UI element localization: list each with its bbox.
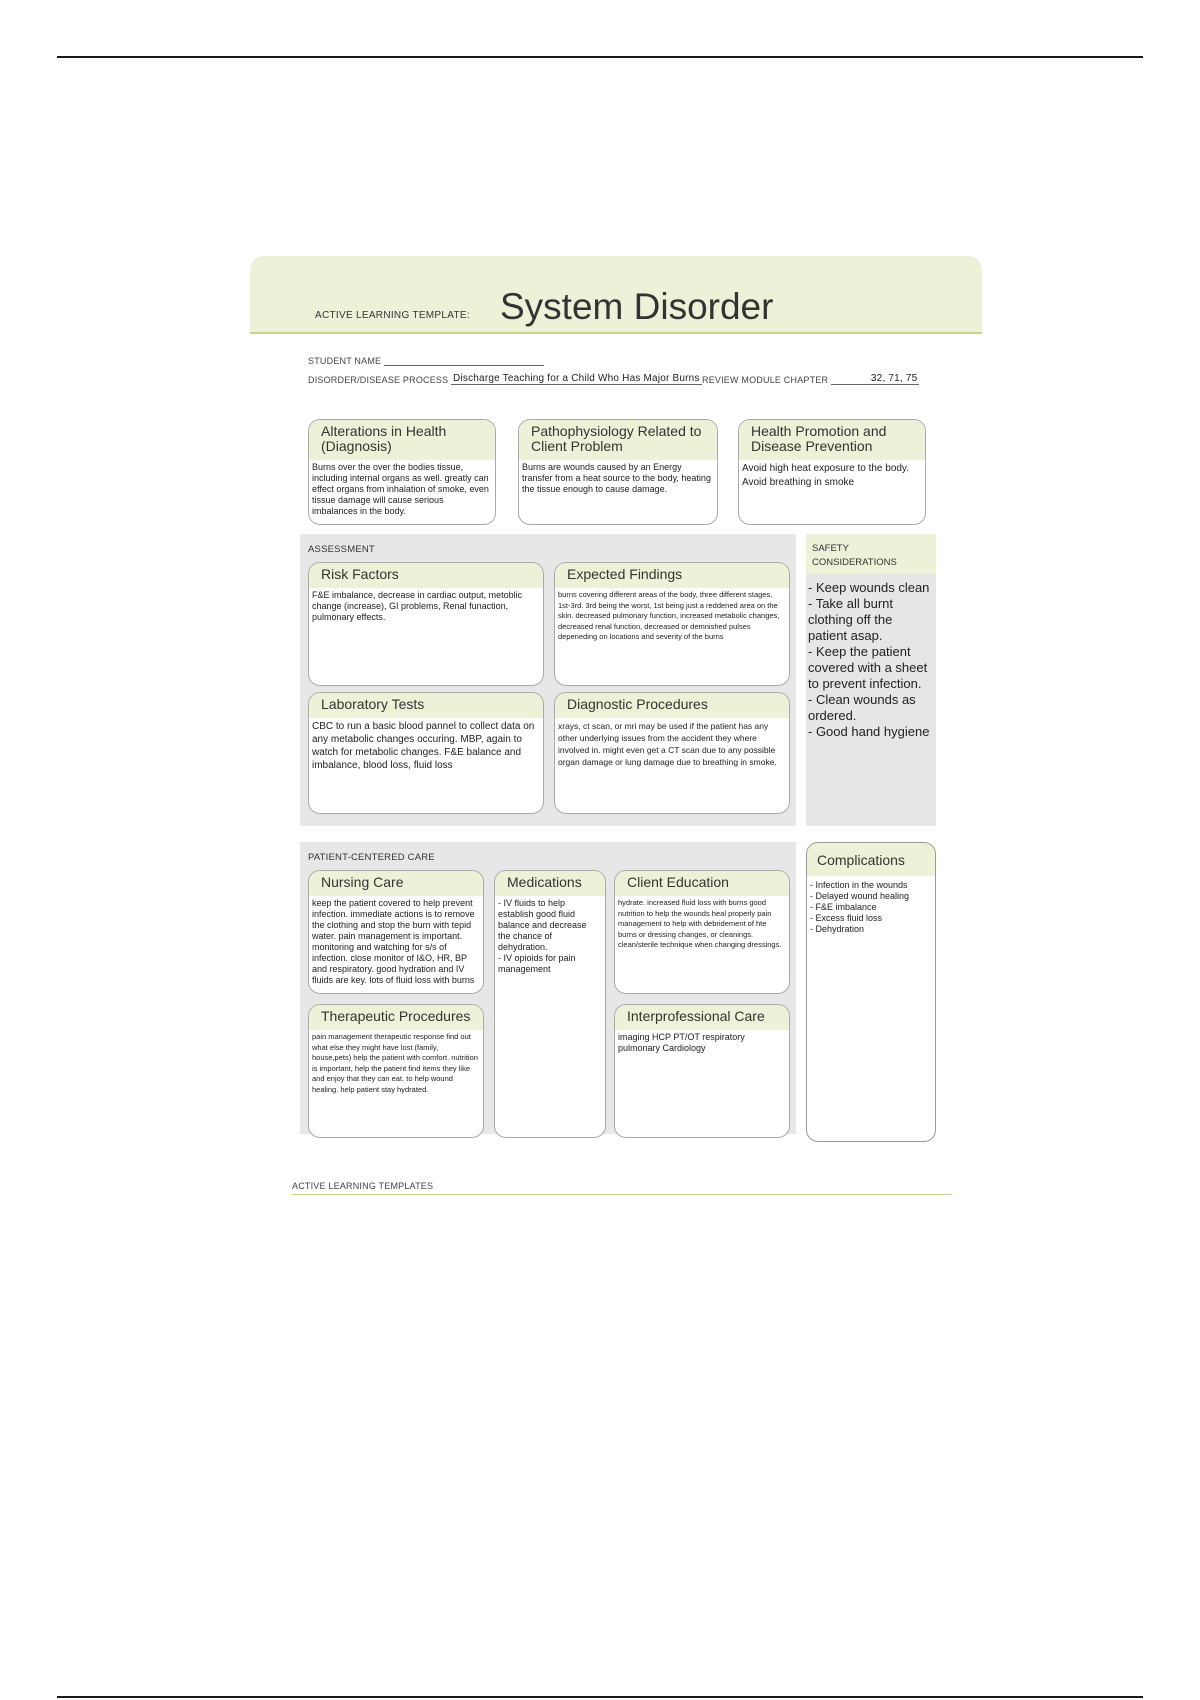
safety-item: - Keep wounds clean bbox=[808, 580, 930, 595]
complications-title: Complications bbox=[807, 843, 935, 876]
safety-item: - Keep the patient covered with a sheet to prevent infection. bbox=[808, 644, 928, 691]
assessment-section bbox=[300, 534, 796, 826]
client-education-body[interactable]: hydrate. increased fluid loss with burns good nutrition to help the wounds heal properly pain management to help with debridement of hte burns or dressing changes, or cleanings. clean/sterile technique when changing dressings. bbox=[618, 898, 782, 949]
risk-factors-title: Risk Factors bbox=[309, 563, 543, 588]
student-name-input[interactable] bbox=[384, 365, 544, 366]
alterations-title: Alterations in Health (Diagnosis) bbox=[309, 420, 495, 460]
template-title: System Disorder bbox=[500, 286, 774, 327]
client-education-card bbox=[614, 870, 790, 994]
medications-title: Medications bbox=[495, 871, 605, 896]
safety-body[interactable] bbox=[806, 574, 936, 740]
footer-label: ACTIVE LEARNING TEMPLATES bbox=[292, 1181, 434, 1191]
diagnostic-procedures-card bbox=[554, 692, 790, 814]
safety-item: - Clean wounds as ordered. bbox=[808, 692, 916, 723]
alterations-card bbox=[308, 419, 496, 525]
medications-card bbox=[494, 870, 606, 1138]
patient-centered-label: PATIENT-CENTERED CARE bbox=[308, 852, 435, 863]
pathophysiology-body[interactable]: Burns are wounds caused by an Energy transfer from a heat source to the body, heating the tissue enough to cause damage. bbox=[522, 462, 711, 494]
therapeutic-procedures-body[interactable]: pain management therapeutic response find out what else they might have lost (family, house,pets) help the patient with comfort. nutrition is important, help the patient find items they like and enjoy that they can eat. to help wound healing. help patient stay hydrated. bbox=[312, 1032, 478, 1094]
safety-considerations bbox=[806, 534, 936, 826]
health-promotion-card bbox=[738, 419, 926, 525]
pathophysiology-title: Pathophysiology Related to Client Problem bbox=[519, 420, 717, 460]
top-rule bbox=[57, 56, 1143, 58]
review-module-input[interactable]: 32, 71, 75 bbox=[831, 373, 919, 385]
nursing-care-title: Nursing Care bbox=[309, 871, 483, 896]
complication-item: - F&E imbalance bbox=[810, 902, 877, 912]
complication-item: - Delayed wound healing bbox=[810, 891, 910, 901]
student-name-label: STUDENT NAME bbox=[308, 356, 382, 366]
client-education-title: Client Education bbox=[615, 871, 789, 896]
pathophysiology-card bbox=[518, 419, 718, 525]
disorder-label: DISORDER/DISEASE PROCESS bbox=[308, 375, 449, 385]
nursing-care-body[interactable]: keep the patient covered to help prevent infection. immediate actions is to remove the clothing and stop the burn with tepid water. pain management is important. monitoring and watching for s/s of infection. close monitor of I&O, HR, BP and respiratory. good hydration and IV fluids are key. lots of fluid loss with burns bbox=[312, 898, 475, 985]
complications-body[interactable] bbox=[807, 876, 935, 937]
student-name-field bbox=[308, 356, 544, 366]
alterations-body[interactable]: Burns over the over the bodies tissue, including internal organs as well. greatly can effect organs from inhalation of smoke, even tissue damage will cause serious imbalances in the body. bbox=[312, 462, 489, 516]
medications-body[interactable]: - IV fluids to help establish good fluid balance and decrease the chance of dehydration. - IV opioids for pain management bbox=[498, 898, 587, 974]
disorder-field bbox=[308, 373, 702, 385]
assessment-label: ASSESSMENT bbox=[308, 544, 375, 555]
review-module-label: REVIEW MODULE CHAPTER bbox=[702, 375, 829, 385]
disorder-input[interactable]: Discharge Teaching for a Child Who Has Major Burns bbox=[453, 373, 700, 384]
complications-card bbox=[806, 842, 936, 1142]
laboratory-tests-title: Laboratory Tests bbox=[309, 693, 543, 718]
health-promotion-body[interactable]: Avoid high heat exposure to the body. Avoid breathing in smoke bbox=[742, 463, 909, 488]
review-module-field bbox=[702, 373, 919, 385]
interprofessional-care-card bbox=[614, 1004, 790, 1138]
bottom-rule bbox=[57, 1696, 1143, 1698]
nursing-care-card bbox=[308, 870, 484, 994]
diagnostic-procedures-title: Diagnostic Procedures bbox=[555, 693, 789, 718]
risk-factors-body[interactable]: F&E imbalance, decrease in cardiac output, metoblic change (increase), GI problems, Renal funaction, pulmonary effects. bbox=[312, 590, 523, 622]
risk-factors-card bbox=[308, 562, 544, 686]
active-learning-template bbox=[250, 256, 982, 1200]
expected-findings-card bbox=[554, 562, 790, 686]
footer-line bbox=[292, 1194, 952, 1195]
therapeutic-procedures-card bbox=[308, 1004, 484, 1138]
interprofessional-care-title: Interprofessional Care bbox=[615, 1005, 789, 1030]
safety-title: SAFETY CONSIDERATIONS bbox=[806, 534, 936, 574]
complication-item: - Infection in the wounds bbox=[810, 880, 908, 890]
diagnostic-procedures-body[interactable]: xrays, ct scan, or mri may be used if the patient has any other underlying issues from the accident they where involved in. might even get a CT scan due to any possible organ damage or lung damage due to breathing in smoke. bbox=[558, 721, 777, 767]
complication-item: - Excess fluid loss bbox=[810, 913, 883, 923]
safety-item: - Good hand hygiene bbox=[808, 724, 930, 739]
interprofessional-care-body[interactable]: imaging HCP PT/OT respiratory pulmonary Cardiology bbox=[618, 1032, 745, 1053]
template-header bbox=[250, 256, 982, 334]
expected-findings-body[interactable]: burns covering different areas of the body, three different stages, 1st-3rd. 3rd being the worst, 1st being just a reddened area on the skin. decreased pulmonary function, increased metabolic changes, decreased renal function, decreased or demnished pulses depeneding on locations and severity of the burns bbox=[558, 590, 780, 641]
complication-item: - Dehydration bbox=[810, 924, 865, 934]
template-label: ACTIVE LEARNING TEMPLATE: bbox=[315, 310, 470, 321]
health-promotion-title: Health Promotion and Disease Prevention bbox=[739, 420, 925, 460]
expected-findings-title: Expected Findings bbox=[555, 563, 789, 588]
laboratory-tests-card bbox=[308, 692, 544, 814]
laboratory-tests-body[interactable]: CBC to run a basic blood pannel to collect data on any metabolic changes occuring. MBP, again to watch for metabolic changes. F&E balance and imbalance, blood loss, fluid loss bbox=[312, 721, 535, 771]
therapeutic-procedures-title: Therapeutic Procedures bbox=[309, 1005, 483, 1030]
patient-centered-care-section bbox=[300, 842, 796, 1134]
safety-item: - Take all burnt clothing off the patient asap. bbox=[808, 596, 894, 643]
